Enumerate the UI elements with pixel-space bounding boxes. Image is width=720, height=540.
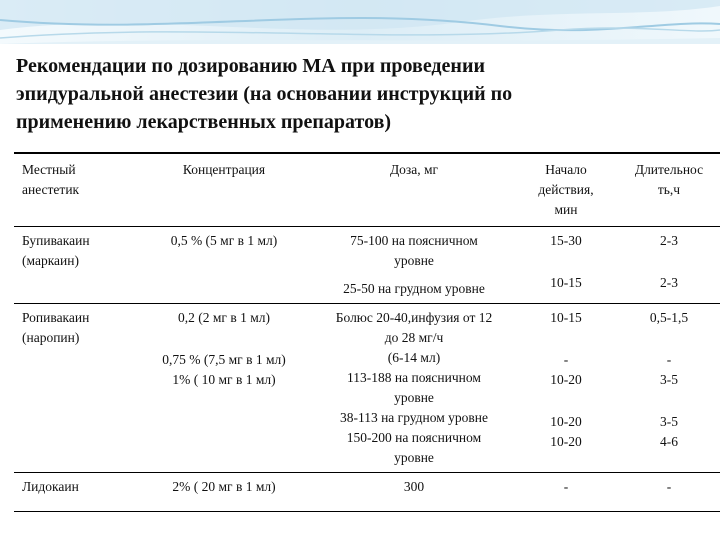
- title-line: Рекомендации по дозированию МА при проведении: [16, 55, 485, 77]
- table-row-lidocaine: [14, 473, 720, 512]
- dose-cell: Болюс 20-40,инфузия от 12 до 28 мг/ч (6-14 мл) 113-188 на поясничном уровне 38-113 на грудном уровне 150-200 на поясничном уровне: [314, 304, 514, 473]
- header-onset: Начало действия, мин: [514, 153, 618, 227]
- onset-cell: 15-30 10-15: [514, 227, 618, 304]
- header-agent: Местный анестетик: [14, 153, 134, 227]
- concentration-cell: 0,5 % (5 мг в 1 мл): [134, 227, 314, 304]
- header-concentration: Концентрация: [134, 153, 314, 227]
- duration-cell: 2-3 2-3: [618, 227, 720, 304]
- header-dose: Доза, мг: [314, 153, 514, 227]
- onset-cell: -: [514, 473, 618, 512]
- onset-cell: 10-15 - 10-20 10-20 10-20: [514, 304, 618, 473]
- page-title: [16, 52, 706, 136]
- dosage-table: [14, 152, 720, 512]
- table-header-row: [14, 153, 720, 227]
- agent-name: Лидокаин: [14, 473, 134, 512]
- banner-wave-graphic: [0, 0, 720, 44]
- duration-cell: -: [618, 473, 720, 512]
- dose-cell: 75-100 на поясничном уровне 25-50 на грудном уровне: [314, 227, 514, 304]
- concentration-cell: 2% ( 20 мг в 1 мл): [134, 473, 314, 512]
- dose-cell: 300: [314, 473, 514, 512]
- agent-name: Бупивакаин (маркаин): [14, 227, 134, 304]
- header-banner: [0, 0, 720, 44]
- title-line: применению лекарственных препаратов): [16, 111, 392, 133]
- header-duration: Длительнос ть,ч: [618, 153, 720, 227]
- title-line: эпидуральной анестезии (на основании инструкций по: [16, 83, 513, 105]
- table-row-bupivacaine: [14, 227, 720, 304]
- table-row-ropivacaine: [14, 304, 720, 473]
- agent-name: Ропивакаин (наропин): [14, 304, 134, 473]
- duration-cell: 0,5-1,5 - 3-5 3-5 4-6: [618, 304, 720, 473]
- concentration-cell: 0,2 (2 мг в 1 мл) 0,75 % (7,5 мг в 1 мл) 1% ( 10 мг в 1 мл): [134, 304, 314, 473]
